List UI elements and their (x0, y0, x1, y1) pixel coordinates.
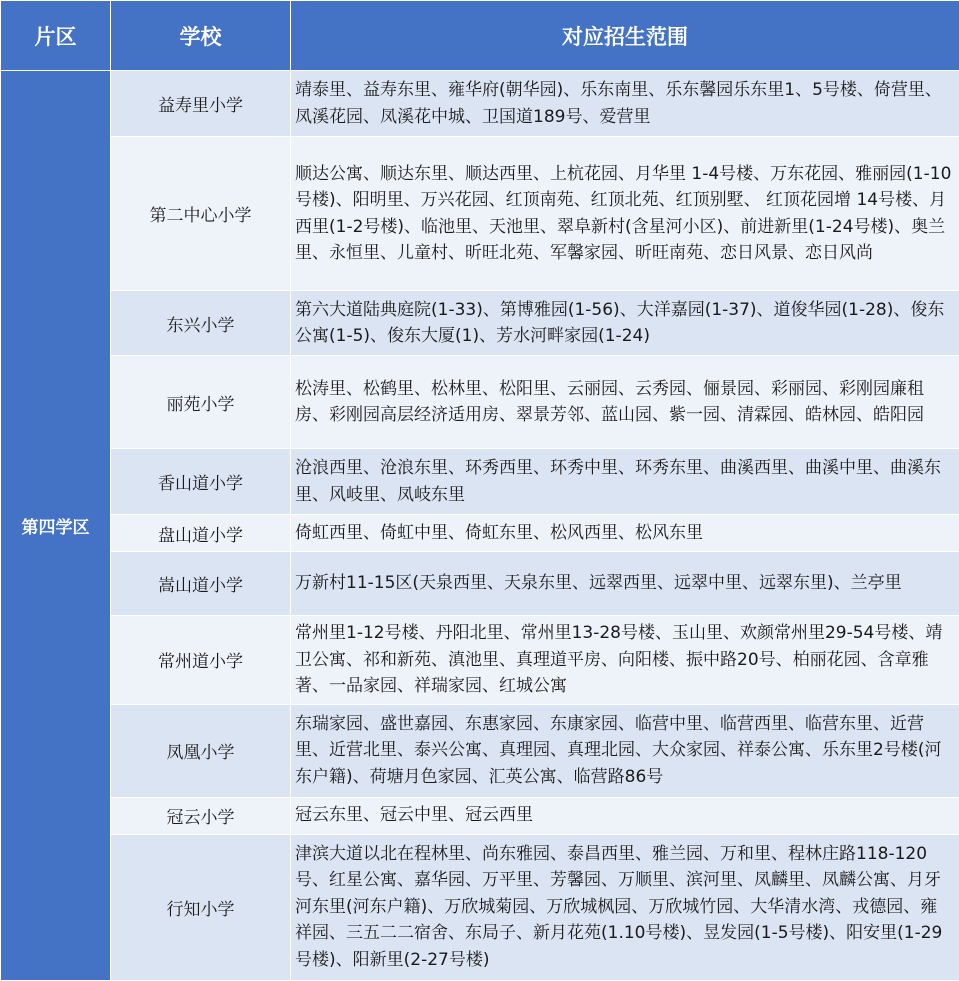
school-cell: 盘山道小学 (111, 515, 291, 552)
scope-cell: 顺达公寓、顺达东里、顺达西里、上杭花园、月华里 1-4号楼、万东花园、雅丽园(1-10号楼)、阳明里、万兴花园、红顶南苑、红顶北苑、红顶别墅、 红顶花园增 14号楼、月西里(1-2号楼)、临池里、天池里、翠阜新村(含星河小区)、前进新里(1-24号楼)、奥兰里、永恒里、儿童村、昕旺北苑、军馨家园、昕旺南苑、恋日风景、恋日风尚 (291, 137, 959, 291)
school-cell: 凤凰小学 (111, 704, 291, 797)
table-row (1, 515, 959, 552)
table-row (1, 616, 959, 705)
district-cell: 第四学区 (1, 71, 111, 981)
scope-cell: 靖泰里、益寿东里、雍华府(朝华园)、乐东南里、乐东馨园乐东里1、5号楼、倚营里、凤溪花园、凤溪花中城、卫国道189号、爱营里 (291, 71, 959, 137)
header-district: 片区 (1, 1, 111, 71)
school-cell: 冠云小学 (111, 797, 291, 834)
header-scope: 对应招生范围 (291, 1, 959, 71)
scope-cell: 第六大道陆典庭院(1-33)、第博雅园(1-56)、大洋嘉园(1-37)、道俊华园(1-28)、俊东公寓(1-5)、俊东大厦(1)、芳水河畔家园(1-24) (291, 291, 959, 356)
school-cell: 东兴小学 (111, 291, 291, 356)
table-row (1, 291, 959, 356)
scope-cell: 沧浪西里、沧浪东里、环秀西里、环秀中里、环秀东里、曲溪西里、曲溪中里、曲溪东里、风岐里、凤岐东里 (291, 449, 959, 515)
table-row (1, 797, 959, 834)
table-row (1, 834, 959, 980)
scope-cell: 冠云东里、冠云中里、冠云西里 (291, 797, 959, 834)
scope-cell: 津滨大道以北在程林里、尚东雅园、泰昌西里、雅兰园、万和里、程林庄路118-120号、红星公寓、嘉华园、万平里、芳馨园、万顺里、滨河里、凤麟里、凤麟公寓、月牙河东里(河东户籍)、万欣城菊园、万欣城枫园、万欣城竹园、大华清水湾、戎德园、雍祥园、三五二二宿舍、东局子、新月花苑(1.10号楼)、昱发园(1-5号楼)、阳安里(1-29号楼)、阳新里(2-27号楼) (291, 834, 959, 980)
scope-cell: 常州里1-12号楼、丹阳北里、常州里13-28号楼、玉山里、欢颜常州里29-54号楼、靖卫公寓、祁和新苑、滇池里、真理道平房、向阳楼、振中路20号、柏丽花园、含章雅著、一品家园、祥瑞家园、红城公寓 (291, 616, 959, 705)
table-row (1, 137, 959, 291)
header-school: 学校 (111, 1, 291, 71)
school-cell: 丽苑小学 (111, 356, 291, 449)
table-row (1, 449, 959, 515)
school-cell: 益寿里小学 (111, 71, 291, 137)
table-row (1, 71, 959, 137)
scope-cell: 东瑞家园、盛世嘉园、东惠家园、东康家园、临营中里、临营西里、临营东里、近营里、近营北里、泰兴公寓、真理园、真理北园、大众家园、祥泰公寓、乐东里2号楼(河东户籍)、荷塘月色家园、汇英公寓、临营路86号 (291, 704, 959, 797)
header-row (1, 1, 959, 71)
scope-cell: 倚虹西里、倚虹中里、倚虹东里、松风西里、松风东里 (291, 515, 959, 552)
table-row (1, 356, 959, 449)
school-cell: 嵩山道小学 (111, 552, 291, 616)
school-cell: 香山道小学 (111, 449, 291, 515)
school-cell: 第二中心小学 (111, 137, 291, 291)
scope-cell: 松涛里、松鹤里、松林里、松阳里、云丽园、云秀园、俪景园、彩丽园、彩刚园廉租房、彩刚园高层经济适用房、翠景芳邻、蓝山园、紫一园、清霖园、皓林园、皓阳园 (291, 356, 959, 449)
school-cell: 常州道小学 (111, 616, 291, 705)
table-row (1, 552, 959, 616)
scope-cell: 万新村11-15区(天泉西里、天泉东里、远翠西里、远翠中里、远翠东里)、兰亭里 (291, 552, 959, 616)
table-row (1, 704, 959, 797)
school-cell: 行知小学 (111, 834, 291, 980)
